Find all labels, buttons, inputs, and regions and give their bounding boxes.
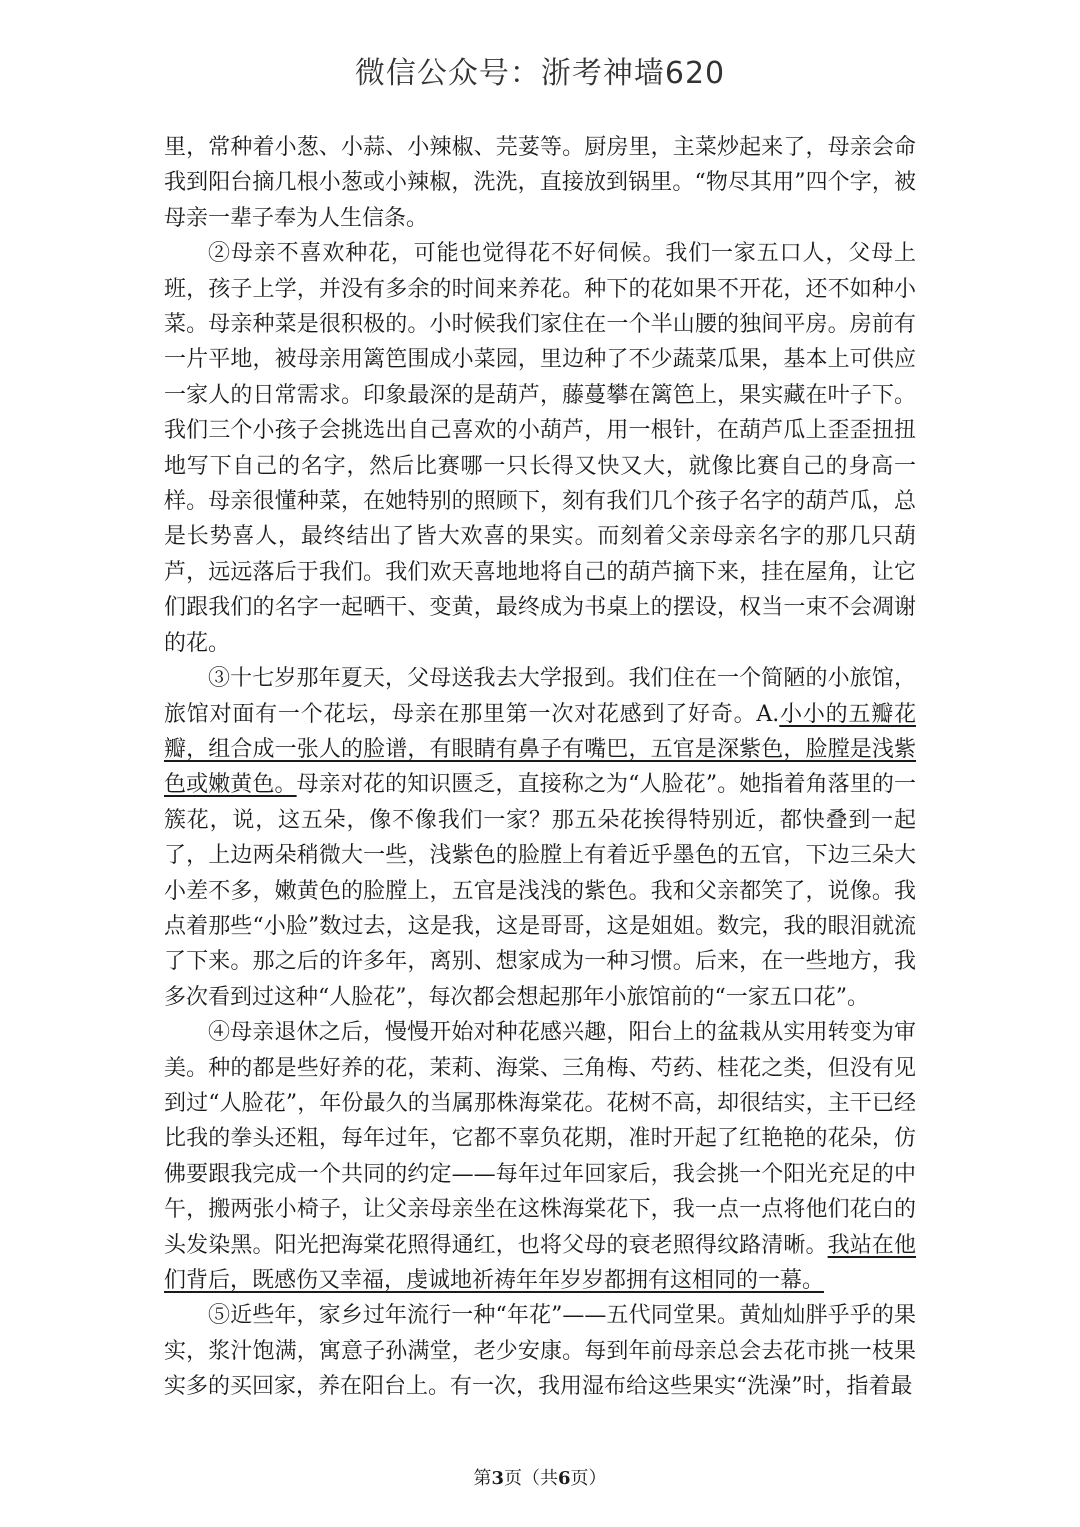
- paragraph-3-text-before: ③十七岁那年夏天，父母送我去大学报到。我们住在一个简陋的小旅馆，旅馆对面有一个花坛，母亲在那里第一次对花感到了好奇。A.: [164, 666, 916, 727]
- paragraph-3: [164, 661, 916, 1015]
- footer-prefix: 第: [473, 1468, 492, 1489]
- paragraph-2: ②母亲不喜欢种花，可能也觉得花不好伺候。我们一家五口人，父母上班，孩子上学，并没有多余的时间来养花。种下的花如果不开花，还不如种小菜。母亲种菜是很积极的。小时候我们家住在一个半山腰的独间平房。房前有一片平地，被母亲用篱笆围成小菜园，里边种了不少蔬菜瓜果，基本上可供应一家人的日常需求。印象最深的是葫芦，藤蔓攀在篱笆上，果实藏在叶子下。我们三个小孩子会挑选出自己喜欢的小葫芦，用一根针，在葫芦瓜上歪歪扭扭地写下自己的名字，然后比赛哪一只长得又快又大，就像比赛自己的身高一样。母亲很懂种菜，在她特别的照顾下，刻有我们几个孩子名字的葫芦瓜，总是长势喜人，最终结出了皆大欢喜的果实。而刻着父亲母亲名字的那几只葫芦，远远落后于我们。我们欢天喜地地将自己的葫芦摘下来，挂在屋角，让它们跟我们的名字一起晒干、变黄，最终成为书桌上的摆设，权当一束不会凋谢的花。: [164, 241, 916, 656]
- page-header: 微信公众号：浙考神墙620: [354, 56, 726, 91]
- underlined-sentence-b: 我站在他们背后，既感伤又幸福，虔诚地祈祷年年岁岁都拥有这相同的一幕。: [164, 1232, 916, 1293]
- paragraph-4: [164, 1015, 916, 1298]
- current-page-number: 3: [491, 1468, 504, 1489]
- article-body: [164, 130, 916, 1405]
- paragraph-1-continued: 里，常种着小葱、小蒜、小辣椒、芫荽等。厨房里，主菜炒起来了，母亲会命我到阳台摘几根小葱或小辣椒，洗洗，直接放到锅里。“物尽其用”四个字，被母亲一辈子奉为人生信条。: [164, 135, 916, 231]
- underlined-sentence-a: 小小的五瓣花瓣，组合成一张人的脸谱，有眼睛有鼻子有嘴巴，五官是深紫色，脸膛是浅紫色或嫩黄色。: [164, 701, 916, 798]
- footer-suffix: 页）: [570, 1468, 607, 1489]
- paragraph-5: ⑤近些年，家乡过年流行一种“年花”——五代同堂果。黄灿灿胖乎乎的果实，浆汁饱满，寓意子孙满堂，老少安康。每到年前母亲总会去花市挑一枝果实多的买回家，养在阳台上。有一次，我用湿布给这些果实“洗澡”时，指着最: [164, 1303, 916, 1400]
- footer-middle: 页（共: [504, 1468, 558, 1489]
- paragraph-3-text-after: 母亲对花的知识匮乏，直接称之为“人脸花”。她指着角落里的一簇花，说，这五朵，像不像我们一家？那五朵花挨得特别近，都快叠到一起了，上边两朵稍微大一些，浅紫色的脸膛上有着近乎墨色的五官，下边三朵大小差不多，嫩黄色的脸膛上，五官是浅浅的紫色。我和父亲都笑了，说像。我点着那些“小脸”数过去，这是我，这是哥哥，这是姐姐。数完，我的眼泪就流了下来。那之后的许多年，离别、想家成为一种习惯。后来，在一些地方，我多次看到过这种“人脸花”，每次都会想起那年小旅馆前的“一家五口花”。: [164, 772, 916, 1010]
- page-footer: [0, 1464, 1080, 1490]
- paragraph-4-text-before: ④母亲退休之后，慢慢开始对种花感兴趣，阳台上的盆栽从实用转变为审美。种的都是些好养的花，茉莉、海棠、三角梅、芍药、桂花之类，但没有见到过“人脸花”，年份最久的当属那株海棠花。花树不高，却很结实，主干已经比我的拳头还粗，每年过年，它都不辜负花期，准时开起了红艳艳的花朵，仿佛要跟我完成一个共同的约定——每年过年回家后，我会挑一个阳光充足的中午，搬两张小椅子，让父亲母亲坐在这株海棠花下，我一点一点将他们花白的头发染黑。阳光把海棠花照得通红，也将父母的衰老照得纹路清晰。: [164, 1020, 916, 1258]
- total-page-count: 6: [558, 1468, 571, 1489]
